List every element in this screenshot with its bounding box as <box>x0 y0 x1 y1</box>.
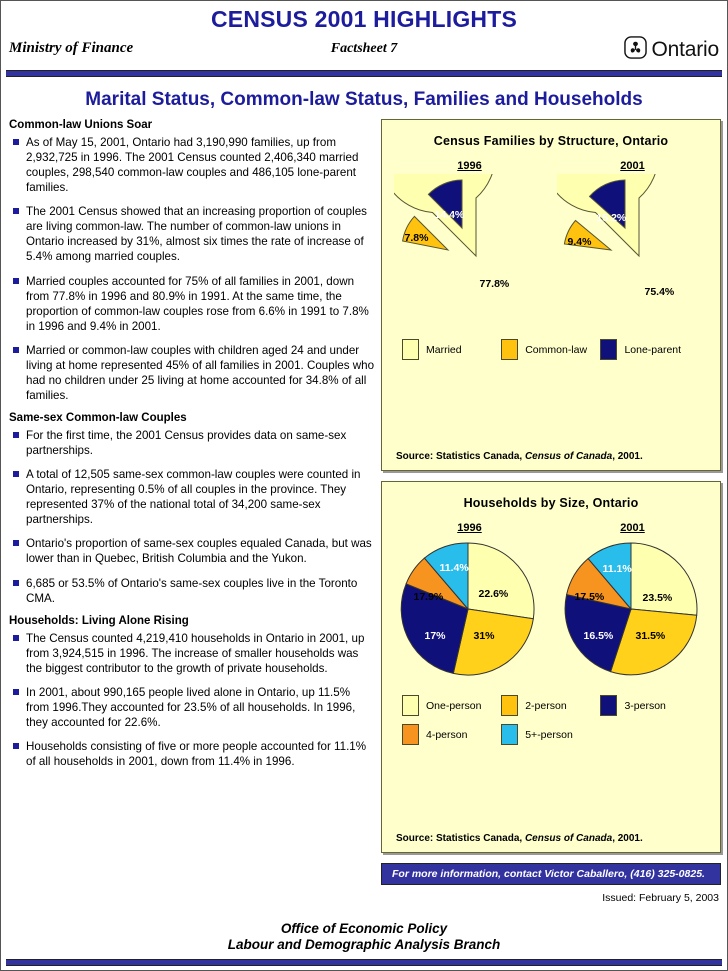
legend-swatch-2-person <box>501 695 518 716</box>
source-italic: Census of Canada <box>524 833 613 844</box>
section-heading-households: Households: Living Alone Rising <box>9 614 189 627</box>
legend-item <box>501 724 600 745</box>
section-heading-same-sex: Same-sex Common-law Couples <box>9 412 187 424</box>
legend-item <box>600 695 699 716</box>
header-divider <box>6 70 722 77</box>
ontario-wordmark: Ontario <box>651 38 719 61</box>
pie-families-1996 <box>394 174 546 331</box>
legend-item <box>402 724 501 745</box>
issued-date: Issued: February 5, 2003 <box>602 892 719 904</box>
chart-title: Census Families by Structure, Ontario <box>433 134 669 148</box>
source-suffix: , 2001. <box>612 833 643 844</box>
bullet-list-households <box>7 631 375 770</box>
families-pies <box>388 174 714 331</box>
pie-slice-label: 23.5% <box>642 592 673 604</box>
footer-line-1: Office of Economic Policy <box>280 920 448 936</box>
list-item: Married or common-law couples with children aged 24 and under living at home represented 45% of all families in 2001. Couples who had no children under 25 living at home accounted for 34.8% of all families. <box>7 343 375 403</box>
legend-swatch-lone-parent <box>600 339 617 360</box>
households-pies <box>388 536 714 687</box>
pie-slice-label: 15.2% <box>596 212 627 224</box>
page-footer <box>1 921 727 970</box>
left-text-column <box>7 119 375 906</box>
list-item: In 2001, about 990,165 people lived alone in Ontario, up 11.5% from 1996.They accounted for 23.5% of all households. In 1996, they accounted for 22.6%. <box>7 685 375 730</box>
source-prefix: Source: Statistics Canada, <box>396 833 525 844</box>
list-item: The 2001 Census showed that an increasing proportion of couples are living common-law. The number of common-law unions in Ontario increased by 31%, almost six times the rate of increase of 5.4% among married couples. <box>7 204 375 264</box>
ontario-logo <box>624 36 719 64</box>
pie-slice-label: 31% <box>473 630 495 642</box>
bullet-list-same-sex <box>7 428 375 606</box>
list-item: The Census counted 4,219,410 households in Ontario in 2001, up from 3,924,515 in 1996. The increase of smaller households was the biggest contributor to the growth of private households. <box>7 631 375 676</box>
chart-year-labels <box>388 160 714 172</box>
legend-label: 3-person <box>624 699 666 712</box>
legend-swatch-common-law <box>501 339 518 360</box>
right-chart-column <box>381 119 721 906</box>
legend-swatch-4-person <box>402 724 419 745</box>
legend-label: One-person <box>426 699 482 712</box>
section-heading-common-law: Common-law Unions Soar <box>9 119 153 131</box>
chart-panel-households <box>381 481 721 853</box>
legend-swatch-3-person <box>600 695 617 716</box>
footer-divider <box>6 959 722 966</box>
page-title: Marital Status, Common-law Status, Families and Households <box>85 89 643 110</box>
pie-slice-label: 75.4% <box>644 286 675 298</box>
list-item: 6,685 or 53.5% of Ontario's same-sex couples live in the Toronto CMA. <box>7 576 375 606</box>
pie-families-2001 <box>557 174 709 331</box>
contact-bar: For more information, contact Victor Caballero, (416) 325-0825. <box>381 863 721 885</box>
source-suffix: , 2001. <box>612 451 643 462</box>
legend-item <box>501 695 600 716</box>
list-item: For the first time, the 2001 Census provides data on same-sex partnerships. <box>7 428 375 458</box>
legend-label: 2-person <box>525 699 567 712</box>
year-label-2001: 2001 <box>620 522 645 534</box>
masthead <box>1 1 727 36</box>
pie-slice-label: 31.5% <box>635 630 666 642</box>
pie-slice-label: 14.4% <box>434 209 465 221</box>
legend-label: 5+-person <box>525 728 573 741</box>
ontario-trillium-icon <box>624 36 647 64</box>
chart-title: Households by Size, Ontario <box>463 496 639 510</box>
chart-year-labels <box>388 522 714 534</box>
pie-slice-label: 77.8% <box>479 278 510 290</box>
source-italic: Census of Canada <box>524 451 613 462</box>
footer-line-2: Labour and Demographic Analysis Branch <box>227 937 501 953</box>
legend-label: Married <box>426 343 462 356</box>
chart-legend-households <box>388 695 714 753</box>
legend-item <box>402 695 501 716</box>
chart-panel-families <box>381 119 721 471</box>
legend-item <box>501 339 600 360</box>
year-label-1996: 1996 <box>457 522 482 534</box>
list-item: Ontario's proportion of same-sex couples equaled Canada, but was lower than in Quebec, British Columbia and the Yukon. <box>7 536 375 566</box>
pie-slice-label: 11.4% <box>439 562 469 574</box>
bullet-list-common-law <box>7 135 375 403</box>
page-header-title: CENSUS 2001 HIGHLIGHTS <box>210 6 518 32</box>
list-item: A total of 12,505 same-sex common-law couples were counted in Ontario, representing 0.5% of all couples in the province. They represented 37% of the national total of 34,200 same-sex partnerships. <box>7 467 375 527</box>
pie-slice-label: 7.8% <box>404 232 429 244</box>
legend-swatch-5-plus-person <box>501 724 518 745</box>
legend-label: 4-person <box>426 728 468 741</box>
legend-label: Lone-parent <box>624 343 682 356</box>
subheader <box>1 36 727 68</box>
chart-source-households <box>396 833 643 844</box>
chart-source-families <box>396 451 643 462</box>
list-item: Married couples accounted for 75% of all families in 2001, down from 77.8% in 1996 and 80.9% in 1991. At the same time, the proportion of common-law couples rose from 6.6% in 1991 to 7.8% in 1996 and 9.4% in 2001. <box>7 274 375 334</box>
source-prefix: Source: Statistics Canada, <box>396 451 525 462</box>
content-area <box>1 119 727 906</box>
year-label-2001: 2001 <box>620 160 645 172</box>
legend-item <box>402 339 501 360</box>
pie-slice-label: 17% <box>424 630 446 642</box>
legend-item <box>600 339 699 360</box>
legend-label: Common-law <box>525 343 588 356</box>
pie-slice-label: 17.5% <box>574 591 605 603</box>
pie-slice-label: 16.5% <box>583 630 614 642</box>
legend-swatch-one-person <box>402 695 419 716</box>
list-item: As of May 15, 2001, Ontario had 3,190,990 families, up from 2,932,725 in 1996. The 2001 Census counted 2,406,340 married couples, 298,540 common-law couples and 486,105 lone-parent families. <box>7 135 375 195</box>
ministry-label: Ministry of Finance <box>9 40 134 56</box>
pie-slice-label: 17.9% <box>413 591 444 603</box>
pie-households-1996 <box>395 536 545 687</box>
list-item: Households consisting of five or more people accounted for 11.1% of all households in 2001, down from 11.4% in 1996. <box>7 739 375 769</box>
legend-swatch-married <box>402 339 419 360</box>
chart-legend-families <box>388 339 714 368</box>
year-label-1996: 1996 <box>457 160 482 172</box>
factsheet-number: Factsheet 7 <box>330 41 398 56</box>
pie-households-2001 <box>558 536 708 687</box>
pie-slice-label: 11.1% <box>602 563 632 575</box>
pie-slice-label: 22.6% <box>478 588 509 600</box>
pie-slice-label: 9.4% <box>567 236 592 248</box>
